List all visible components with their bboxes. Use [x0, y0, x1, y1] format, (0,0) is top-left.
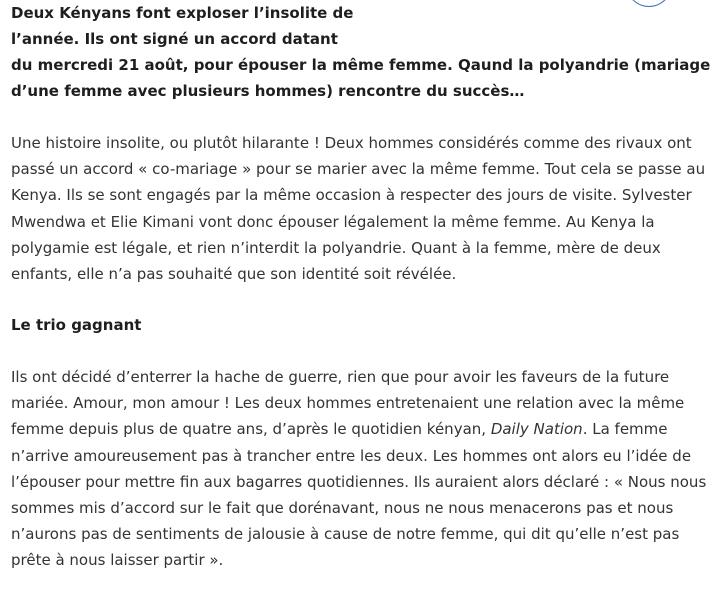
line-text: . La femme [582, 420, 668, 439]
paragraph-line: Kenya. Ils se sont engagés par la même occasion à respecter des jours de visite. Sylvester [11, 186, 692, 205]
paragraph-line: polygamie est légale, et rien n’interdit la polyandrie. Quant à la femme, mère de deux [11, 238, 661, 257]
paragraph-line: Une histoire insolite, ou plutôt hilarante ! Deux hommes considérés comme des rivaux ont [11, 134, 692, 152]
paragraph-line [11, 416, 706, 442]
section-heading: Le trio gagnant [11, 316, 142, 334]
paragraph-line: mariée. Amour, mon amour ! Les deux hommes entretenaient une relation avec la même [11, 394, 685, 413]
paragraph-line: Ils ont décidé d’enterrer la hache de guerre, rien que pour avoir les faveurs de la future [11, 368, 670, 386]
article-lead [11, 0, 711, 104]
newspaper-name: Daily Nation [490, 420, 583, 439]
lead-line: d’une femme avec plusieurs hommes) rencontre du succès… [11, 82, 525, 100]
paragraph-line: n’arrive amoureusement pas à trancher entre les deux. Les hommes ont alors eu l’idée de [11, 446, 692, 465]
lead-line: du mercredi 21 août, pour épouser la même femme. Qaund la polyandrie (mariage [11, 56, 711, 74]
paragraph-line: Mwendwa et Elie Kimani vont donc épouser légalement la même femme. Au Kenya la [11, 212, 655, 231]
paragraph-line: prête à nous laisser partir ». [11, 551, 224, 570]
article-body [11, 0, 711, 570]
paragraph-line: sommes mis d’accord sur le fait que dorénavant, nous ne nous menacerons pas et nous [11, 499, 674, 518]
lead-line: l’année. Ils ont signé un accord datant [11, 30, 338, 48]
line-text: femme depuis plus de quatre ans, d’après le quotidien kényan, [11, 420, 491, 439]
paragraph-intro [11, 130, 705, 287]
paragraph-line: enfants, elle n’a pas souhaité que son identité soit révélée. [11, 265, 457, 284]
lead-line: Deux Kényans font exploser l’insolite de [11, 4, 354, 22]
paragraph-line: n’aurons pas de sentiments de jalousie à cause de notre femme, qui dit qu’elle n’est pas [11, 525, 680, 544]
paragraph-trio [11, 364, 706, 574]
paragraph-line: l’épouser pour mettre fin aux bagarres quotidiennes. Ils auraient alors déclaré : « Nous nous [11, 472, 707, 491]
paragraph-line: passé un accord « co-mariage » pour se marier avec la même femme. Tout cela se passe au [11, 160, 706, 179]
